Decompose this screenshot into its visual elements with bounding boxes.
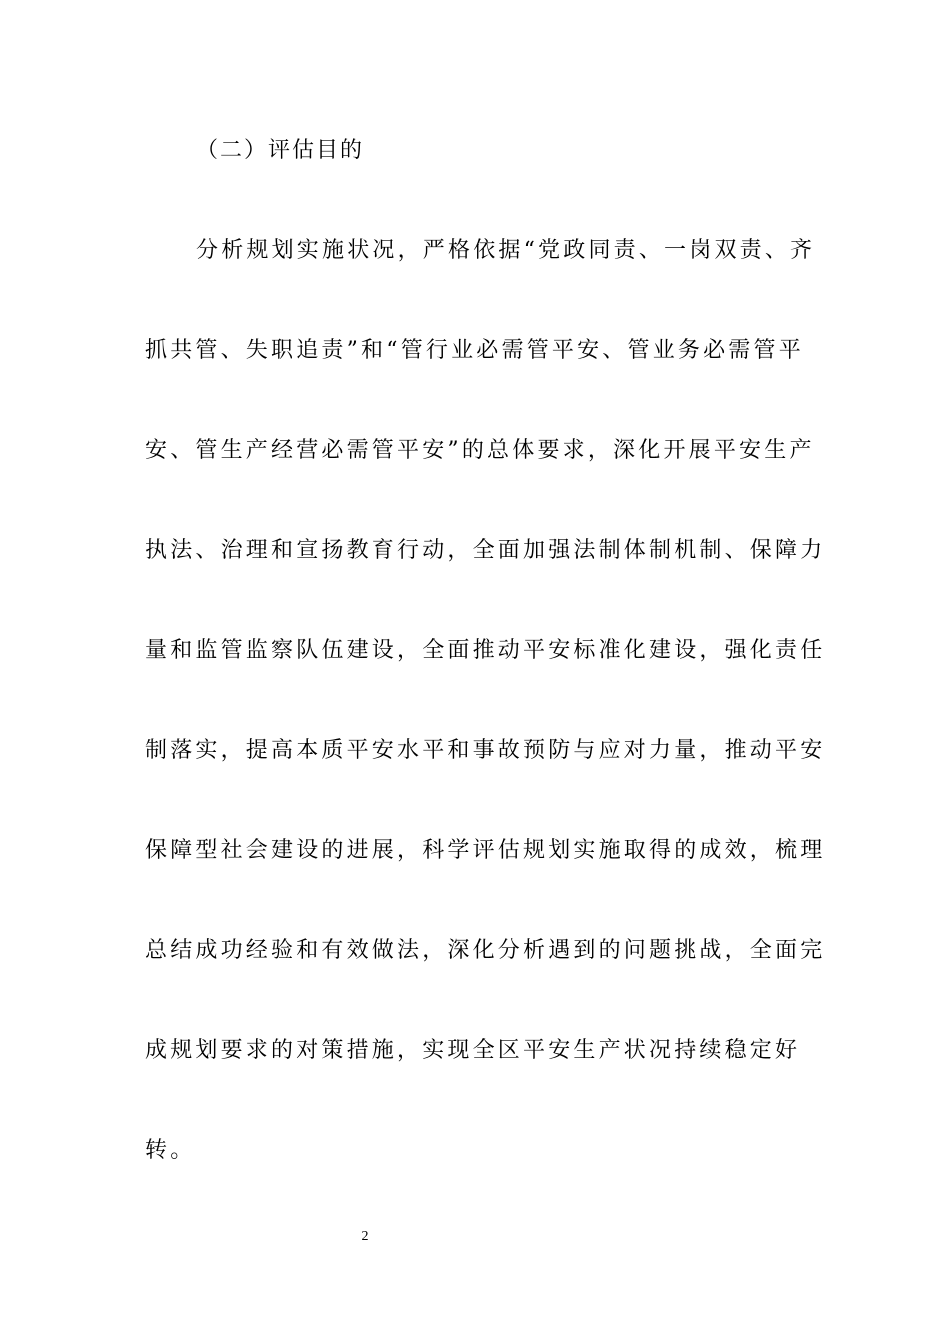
paragraph-line: 转。 xyxy=(145,1138,196,1163)
paragraph-line: 分析规划实施状况，严格依据“党政同责、一岗双责、齐 xyxy=(196,238,816,263)
paragraph-line: 安、管生产经营必需管平安”的总体要求，深化开展平安生产 xyxy=(145,438,815,463)
page-number: 2 xyxy=(361,1229,369,1244)
paragraph-line: 制落实，提高本质平安水平和事故预防与应对力量，推动平安 xyxy=(145,738,826,763)
paragraph-line: 保障型社会建设的进展，科学评估规划实施取得的成效，梳理 xyxy=(145,838,826,863)
paragraph-line: 抓共管、失职追责”和“管行业必需管平安、管业务必需管平 xyxy=(145,338,804,363)
paragraph-line: 执法、治理和宣扬教育行动，全面加强法制体制机制、保障力 xyxy=(145,538,826,563)
paragraph-line: 量和监管监察队伍建设，全面推动平安标准化建设，强化责任 xyxy=(145,638,826,663)
paragraph-line: 总结成功经验和有效做法，深化分析遇到的问题挑战，全面完 xyxy=(145,938,826,963)
section-heading: （二）评估目的 xyxy=(196,138,365,163)
paragraph-line: 成规划要求的对策措施，实现全区平安生产状况持续稳定好 xyxy=(145,1038,801,1063)
